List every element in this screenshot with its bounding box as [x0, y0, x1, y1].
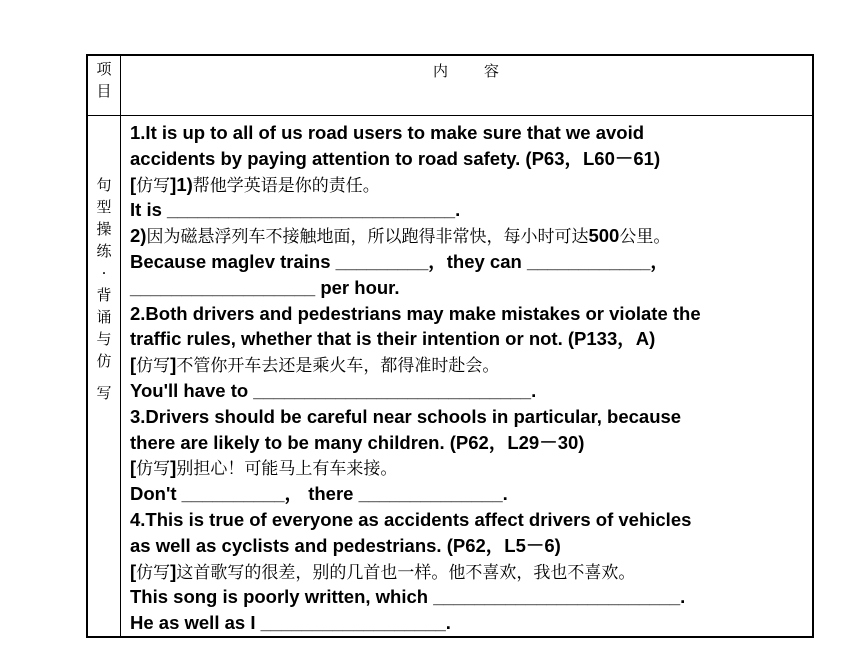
- side-label-char: 与: [96, 330, 112, 348]
- side-label-char: 型: [96, 198, 112, 216]
- content-line: 4.This is true of everyone as accidents affect drivers of vehicles: [130, 508, 692, 530]
- content-line: Because maglev trains _________，they can ____________，: [130, 250, 669, 272]
- side-label-char: 仿: [96, 352, 112, 370]
- content-line: He as well as I __________________.: [130, 612, 451, 634]
- side-label-char: 句: [96, 176, 112, 194]
- content-line: Don't __________， there ______________.: [130, 483, 508, 505]
- content-line: [仿写]别担心！可能马上有车来接。: [130, 457, 398, 480]
- header-item-label: [88, 58, 120, 102]
- header-item-char-2: 目: [96, 82, 112, 100]
- side-label-char: 操: [96, 220, 112, 238]
- content-line: [仿写]这首歌写的很差，别的几首也一样。他不喜欢，我也不喜欢。: [130, 560, 636, 583]
- content-line: It is ____________________________.: [130, 199, 461, 221]
- content-line: traffic rules, whether that is their intention or not. (P133，A): [130, 328, 656, 350]
- content-line: there are likely to be many children. (P62，L29－30): [130, 431, 585, 453]
- content-line: __________________ per hour.: [130, 276, 400, 298]
- side-label-char: 背: [96, 286, 112, 304]
- content-line: [仿写]不管你开车去还是乘火车，都得准时赴会。: [130, 354, 500, 377]
- side-label-char: 诵: [96, 308, 112, 326]
- content-line: [仿写]1)帮他学英语是你的责任。: [130, 173, 380, 196]
- content-line: 2)因为磁悬浮列车不接触地面，所以跑得非常快，每小时可达500公里。: [130, 225, 671, 248]
- side-label-char: 写: [96, 384, 112, 402]
- side-label: [88, 174, 120, 404]
- side-label-char: 练: [96, 242, 112, 260]
- content-line: You'll have to ___________________________.: [130, 379, 537, 401]
- content-line: accidents by paying attention to road safety. (P63，L60－61): [130, 147, 661, 169]
- column-divider: [120, 56, 121, 636]
- content-line: 3.Drivers should be careful near schools in particular, because: [130, 405, 682, 427]
- header-divider: [88, 115, 812, 116]
- content-line: as well as cyclists and pedestrians. (P62，L5－6): [130, 534, 561, 556]
- side-label-char: ·: [101, 264, 107, 282]
- header-item-char-1: 项: [96, 60, 112, 78]
- content-line: 2.Both drivers and pedestrians may make mistakes or violate the: [130, 302, 701, 324]
- content-line: 1.It is up to all of us road users to make sure that we avoid: [130, 122, 645, 143]
- header-content-label: 内 容: [432, 62, 501, 80]
- content-cell: [130, 120, 808, 636]
- content-line: This song is poorly written, which ________________________.: [130, 586, 686, 608]
- exercise-table: [86, 54, 814, 638]
